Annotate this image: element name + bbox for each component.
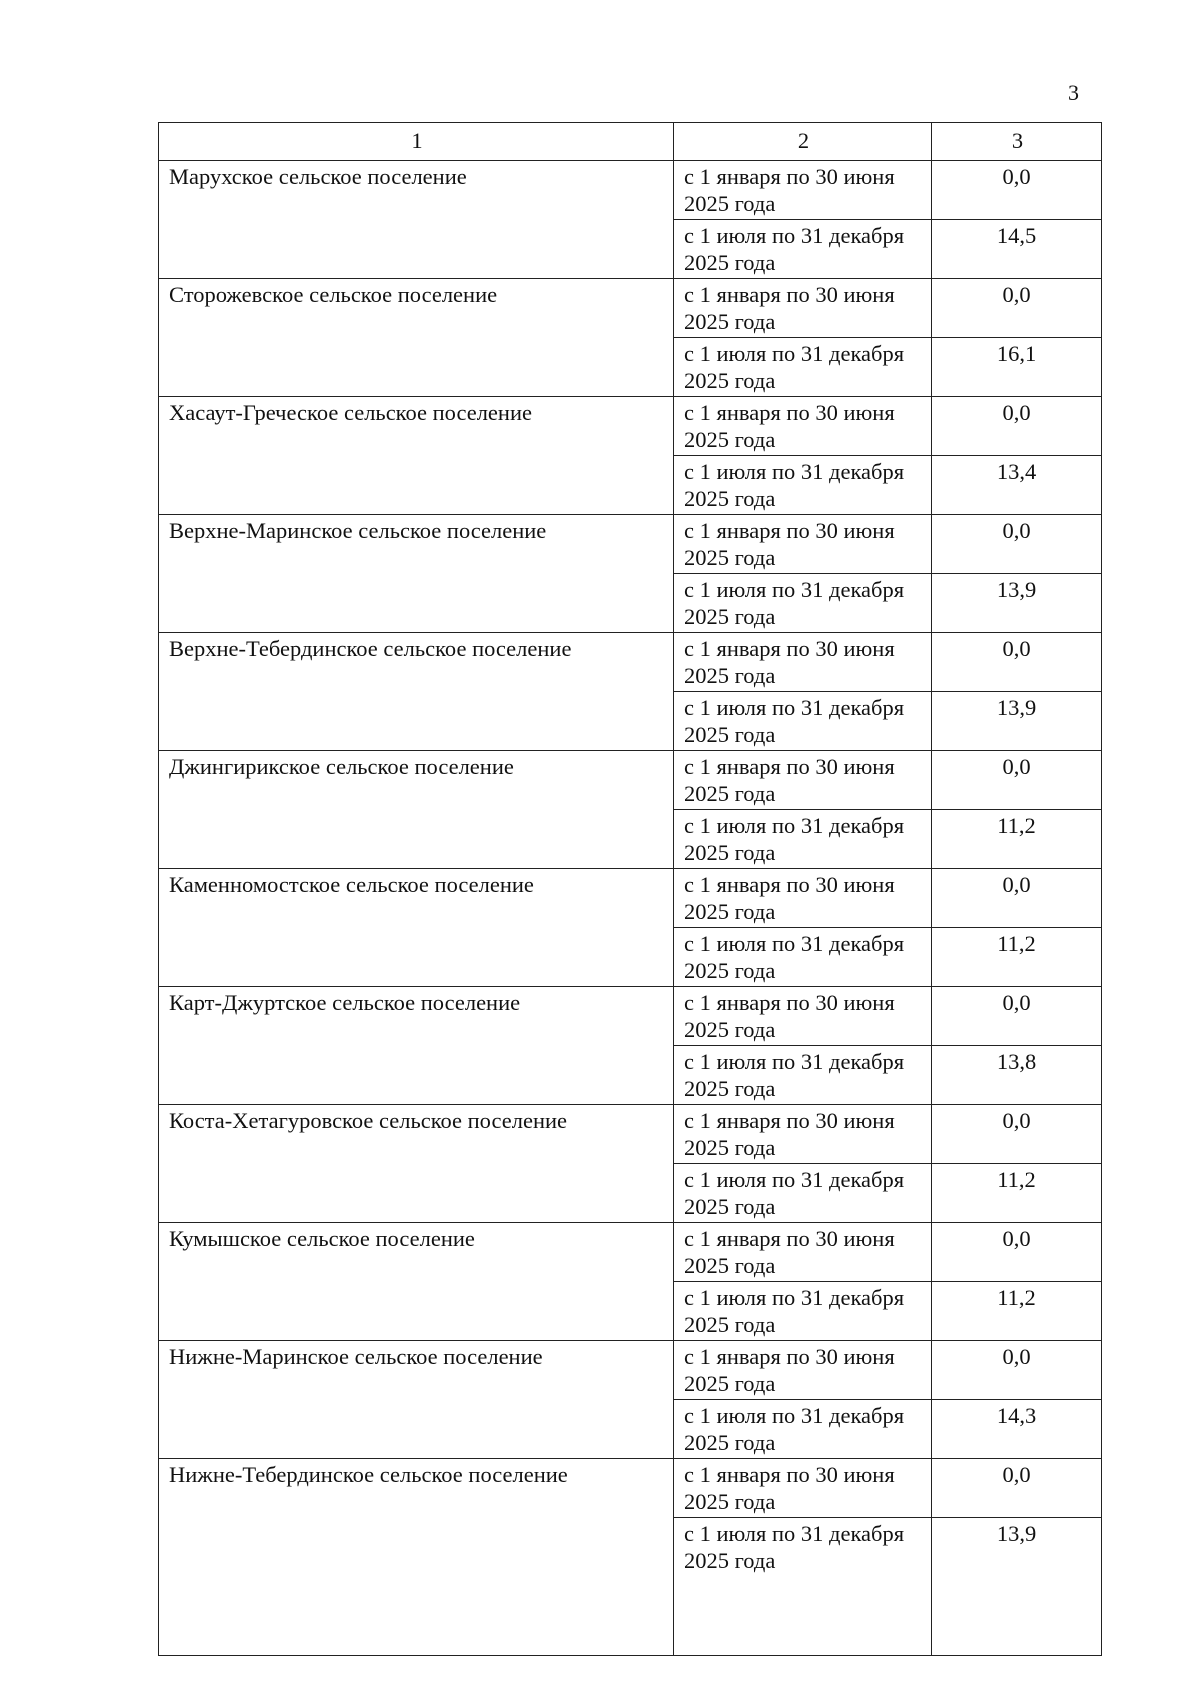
table-row bbox=[159, 515, 1102, 574]
rate-first-half-cell: 0,0 bbox=[932, 869, 1102, 928]
rate-first-half-cell: 0,0 bbox=[932, 279, 1102, 338]
settlement-name-cell: Марухское сельское поселение bbox=[159, 161, 674, 279]
rate-second-half-cell: 13,9 bbox=[932, 574, 1102, 633]
tariff-table-container bbox=[158, 122, 1101, 1656]
rate-first-half-cell: 0,0 bbox=[932, 397, 1102, 456]
table-header-row bbox=[159, 123, 1102, 161]
rate-second-half-cell: 11,2 bbox=[932, 1282, 1102, 1341]
period-second-half-cell: с 1 июля по 31 декабря 2025 года bbox=[674, 574, 932, 633]
rate-second-half-cell: 11,2 bbox=[932, 1164, 1102, 1223]
period-second-half-cell: с 1 июля по 31 декабря 2025 года bbox=[674, 1518, 932, 1656]
settlement-name-cell: Хасаут-Греческое сельское поселение bbox=[159, 397, 674, 515]
rate-first-half-cell: 0,0 bbox=[932, 161, 1102, 220]
period-first-half-cell: с 1 января по 30 июня 2025 года bbox=[674, 751, 932, 810]
header-col-2: 2 bbox=[674, 123, 932, 161]
period-first-half-cell: с 1 января по 30 июня 2025 года bbox=[674, 1223, 932, 1282]
rate-second-half-cell: 13,9 bbox=[932, 692, 1102, 751]
page-number: 3 bbox=[1068, 80, 1079, 105]
rate-first-half-cell: 0,0 bbox=[932, 987, 1102, 1046]
table-body bbox=[159, 161, 1102, 1656]
table-row bbox=[159, 987, 1102, 1046]
period-first-half-cell: с 1 января по 30 июня 2025 года bbox=[674, 515, 932, 574]
period-first-half-cell: с 1 января по 30 июня 2025 года bbox=[674, 1105, 932, 1164]
rate-second-half-cell: 11,2 bbox=[932, 810, 1102, 869]
period-first-half-cell: с 1 января по 30 июня 2025 года bbox=[674, 987, 932, 1046]
rate-second-half-cell: 11,2 bbox=[932, 928, 1102, 987]
settlement-name-cell: Каменномостское сельское поселение bbox=[159, 869, 674, 987]
period-second-half-cell: с 1 июля по 31 декабря 2025 года bbox=[674, 692, 932, 751]
period-second-half-cell: с 1 июля по 31 декабря 2025 года bbox=[674, 220, 932, 279]
period-second-half-cell: с 1 июля по 31 декабря 2025 года bbox=[674, 1400, 932, 1459]
period-first-half-cell: с 1 января по 30 июня 2025 года bbox=[674, 397, 932, 456]
table-row bbox=[159, 1223, 1102, 1282]
settlement-name-cell: Нижне-Тебердинское сельское поселение bbox=[159, 1459, 674, 1656]
header-col-3: 3 bbox=[932, 123, 1102, 161]
period-second-half-cell: с 1 июля по 31 декабря 2025 года bbox=[674, 928, 932, 987]
header-col-1: 1 bbox=[159, 123, 674, 161]
tariff-table bbox=[158, 122, 1102, 1656]
rate-first-half-cell: 0,0 bbox=[932, 751, 1102, 810]
rate-first-half-cell: 0,0 bbox=[932, 1223, 1102, 1282]
rate-second-half-cell: 13,8 bbox=[932, 1046, 1102, 1105]
rate-first-half-cell: 0,0 bbox=[932, 1459, 1102, 1518]
table-row bbox=[159, 161, 1102, 220]
period-second-half-cell: с 1 июля по 31 декабря 2025 года bbox=[674, 1046, 932, 1105]
rate-second-half-cell: 13,9 bbox=[932, 1518, 1102, 1656]
settlement-name-cell: Нижне-Маринское сельское поселение bbox=[159, 1341, 674, 1459]
table-row bbox=[159, 1341, 1102, 1400]
period-second-half-cell: с 1 июля по 31 декабря 2025 года bbox=[674, 456, 932, 515]
table-row bbox=[159, 869, 1102, 928]
table-row bbox=[159, 397, 1102, 456]
table-row bbox=[159, 751, 1102, 810]
period-first-half-cell: с 1 января по 30 июня 2025 года bbox=[674, 633, 932, 692]
rate-first-half-cell: 0,0 bbox=[932, 1105, 1102, 1164]
table-row bbox=[159, 633, 1102, 692]
settlement-name-cell: Кумышское сельское поселение bbox=[159, 1223, 674, 1341]
settlement-name-cell: Коста-Хетагуровское сельское поселение bbox=[159, 1105, 674, 1223]
period-first-half-cell: с 1 января по 30 июня 2025 года bbox=[674, 1341, 932, 1400]
period-first-half-cell: с 1 января по 30 июня 2025 года bbox=[674, 1459, 932, 1518]
period-second-half-cell: с 1 июля по 31 декабря 2025 года bbox=[674, 810, 932, 869]
period-first-half-cell: с 1 января по 30 июня 2025 года bbox=[674, 279, 932, 338]
settlement-name-cell: Сторожевское сельское поселение bbox=[159, 279, 674, 397]
settlement-name-cell: Верхне-Маринское сельское поселение bbox=[159, 515, 674, 633]
table-row bbox=[159, 279, 1102, 338]
settlement-name-cell: Карт-Джуртское сельское поселение bbox=[159, 987, 674, 1105]
settlement-name-cell: Джингирикское сельское поселение bbox=[159, 751, 674, 869]
rate-first-half-cell: 0,0 bbox=[932, 633, 1102, 692]
period-second-half-cell: с 1 июля по 31 декабря 2025 года bbox=[674, 1282, 932, 1341]
rate-second-half-cell: 16,1 bbox=[932, 338, 1102, 397]
period-second-half-cell: с 1 июля по 31 декабря 2025 года bbox=[674, 1164, 932, 1223]
settlement-name-cell: Верхне-Тебердинское сельское поселение bbox=[159, 633, 674, 751]
period-first-half-cell: с 1 января по 30 июня 2025 года bbox=[674, 869, 932, 928]
period-first-half-cell: с 1 января по 30 июня 2025 года bbox=[674, 161, 932, 220]
period-second-half-cell: с 1 июля по 31 декабря 2025 года bbox=[674, 338, 932, 397]
rate-first-half-cell: 0,0 bbox=[932, 1341, 1102, 1400]
rate-second-half-cell: 13,4 bbox=[932, 456, 1102, 515]
rate-second-half-cell: 14,5 bbox=[932, 220, 1102, 279]
table-row bbox=[159, 1459, 1102, 1518]
rate-first-half-cell: 0,0 bbox=[932, 515, 1102, 574]
table-row bbox=[159, 1105, 1102, 1164]
rate-second-half-cell: 14,3 bbox=[932, 1400, 1102, 1459]
